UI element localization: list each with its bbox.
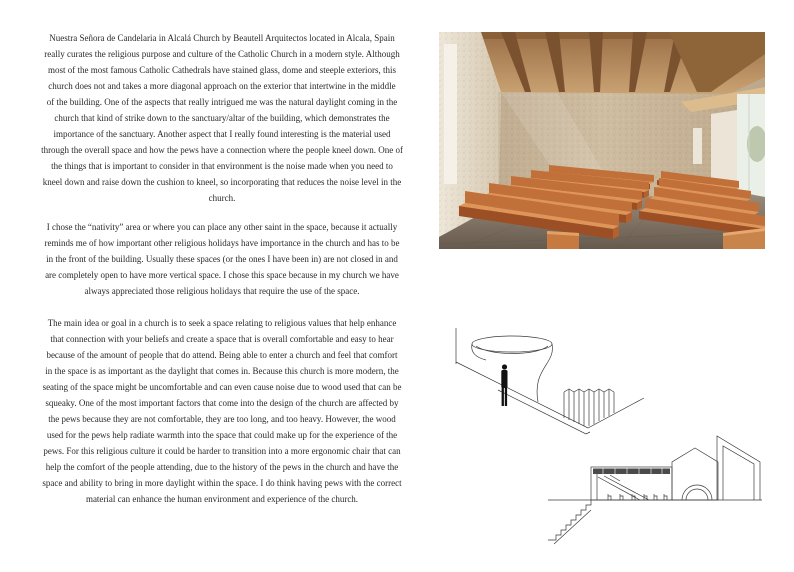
text-line: the pews because they are not comfortable, they are too long, and too heavy. However, the wood [48,414,396,424]
text-line: kneel down and raise down the cushion to kneel, so incorporating that reduces the noise level in the [42,177,402,187]
text-line: really curates the religious purpose and culture of the Catholic Church in a modern style. Although [44,49,400,59]
text-line: Nuestra Señora de Candelaria in Alcalá Church by Beautell Arquitectos located in Alcala, Spain [49,33,395,43]
text-line: are completely open to have more vertical space. I chose this space because in my church we have [45,270,399,280]
text-line: because of the amount of people that do attend. Being able to enter a church and feel that comfort [46,350,398,360]
human-figure-icon [501,364,507,406]
text-line: most of the most famous Catholic Cathedrals have stained glass, dome and steeple exteriors, this [48,65,396,75]
text-line: squeaky. One of the most important factors that come into the design of the church are affected by [45,398,399,408]
church-interior-illustration [439,32,765,249]
paragraph-main-idea [28,315,416,507]
text-line: in the front of the building. Usually these spaces (or the ones I have been in) are not closed in and [46,254,398,264]
text-line: church that kind of strike down to the sanctuary/altar of the building, which demonstrates the [54,113,390,123]
paragraph-nativity-area [28,219,416,299]
architectural-drawings [440,320,770,548]
text-line: in the space is as important as the daylight that comes in. Because this church is more modern, the [45,366,399,376]
text-line: the things that is important to consider in that environment is the noise made when you need to [51,161,393,171]
paragraph-church-description [28,30,416,206]
building-section-sketch [548,436,762,544]
text-line: pews. For this religious culture it could be harder to transition into a more ergonomic chair that can [43,446,401,456]
text-line: The main idea or goal in a church is to seek a space relating to religious values that help enhance [47,318,397,328]
interior-section-sketch [456,328,644,434]
text-line: importance of the sanctuary. Another aspect that I really found interesting is the material used [53,129,391,139]
text-line: material can enhance the human environment and experience of the church. [85,494,359,504]
church-interior-photo [439,32,765,249]
text-line: I chose the “nativity” area or where you can place any other saint in the space, because it actually [46,222,398,232]
text-line: seating of the space might be uncomfortable and can even cause noise due to wood used that can be [42,382,402,392]
text-line: of the building. One of the aspects that really intrigued me was the natural daylight coming in the [46,97,398,107]
text-line: church. [208,193,236,203]
text-line: always appreciated those religious holidays that require the use of the space. [84,286,360,296]
text-line: reminds me of how important other religious holidays have importance in the church and has to be [44,238,400,248]
text-line: space and ability to bring in more daylight within the space. I do think having pews with the correct [42,478,402,488]
text-line: help the comfort of the people attending, due to the history of the pews in the church and have the [45,462,399,472]
text-line: that connection with your beliefs and create a space that is overall comfortable and easy to hear [50,334,394,344]
section-drawings [440,320,770,548]
text-line: through the overall space and how the pews have a connection where the people kneel down. One of [41,145,403,155]
text-line: church does not and takes a more diagonal approach on the exterior that intertwine in the middle [48,81,396,91]
text-line: used for the pews help radiate warmth into the space that could make up for the experience of the [46,430,398,440]
